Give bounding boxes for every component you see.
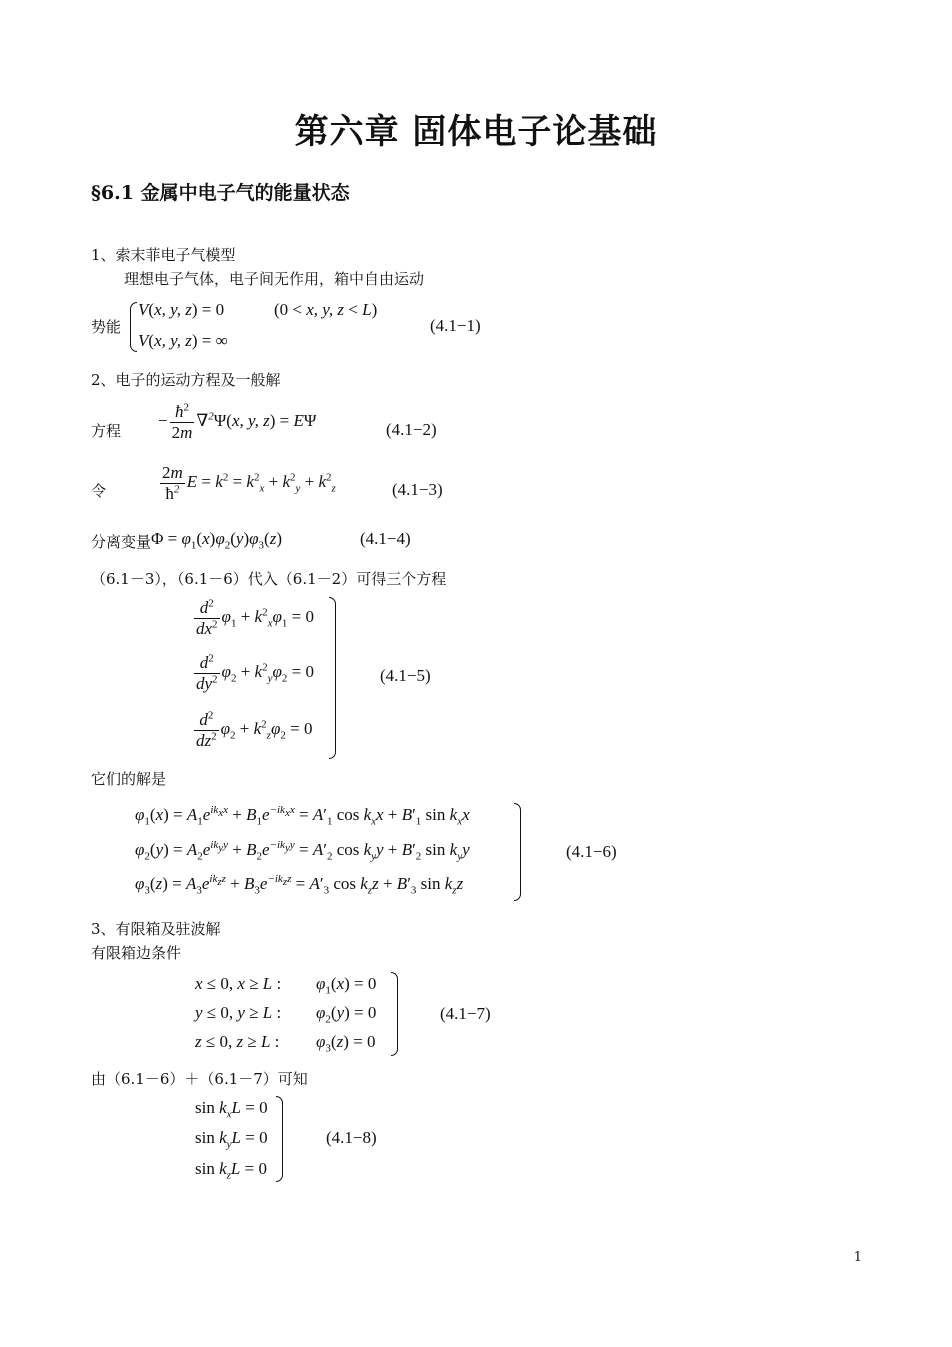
- eq5-line-3: $\frac{d^2}{dz^2}$ $\varphi_2 + k^2_z\varphi_2 = 0$: [196, 709, 313, 750]
- section-heading: §6.1 金属中电子气的能量状态: [91, 182, 350, 204]
- eq-number-8: (4.1−8): [326, 1128, 377, 1147]
- right-brace: [276, 1096, 283, 1182]
- schrodinger-equation: − $\frac{ħ^2}{2m}$ ∇$^2$Ψ(x, y, z) = EΨ: [158, 401, 317, 442]
- eq7-condition-2: y ≤ 0, y ≥ L :: [195, 1003, 282, 1022]
- eq6-line-2: $\varphi_2(y) = A_2e^{ik_yy} + B_2e^{-ik_yy} = A'_2$ $\cos k_yy + B'_2$ $\sin k_yy$: [135, 839, 470, 863]
- chapter-title: 第六章 固体电子论基础: [294, 112, 658, 152]
- eq5-line-2: $\frac{d^2}{dy^2}$ $\varphi_2 + k^2_y\varphi_2 = 0$: [196, 652, 314, 693]
- eq8-line-3: $\sin k_zL = 0$: [195, 1159, 267, 1182]
- eq7-condition-1: x ≤ 0, x ≥ L :: [195, 974, 282, 993]
- potential-inside: V(x, y, z) = 0: [138, 300, 225, 319]
- equation-label: 方程: [91, 422, 122, 440]
- eq7-condition-3: z ≤ 0, z ≥ L :: [195, 1032, 280, 1051]
- eq-number-7: (4.1−7): [440, 1004, 491, 1023]
- eq-number-4: (4.1−4): [360, 529, 411, 548]
- eq7-value-1: $\varphi_1(x) = 0$: [316, 974, 377, 997]
- right-brace: [391, 972, 398, 1056]
- eq6-line-3: $\varphi_3(z) = A_3e^{ik_zz} + B_3e^{-ik_zz} = A'_3$ $\cos k_zz + B'_3$ $\sin k_zz$: [135, 873, 464, 897]
- wavevector-equation: $\frac{2m}{ħ^2}$ $E = k^2 = k^2_x + k^2_y + k^2_z$: [162, 463, 336, 503]
- solutions-label: 它们的解是: [91, 770, 167, 788]
- eq-number-5: (4.1−5): [380, 666, 431, 685]
- heading-finite-box: 3、有限箱及驻波解: [91, 920, 221, 938]
- let-label: 令: [91, 482, 107, 500]
- eq-number-6: (4.1−6): [566, 842, 617, 861]
- left-brace: [130, 302, 137, 352]
- eq-number-1: (4.1−1): [430, 316, 481, 335]
- right-brace: [329, 597, 336, 759]
- model-description: 理想电子气体，电子间无作用，箱中自由运动: [124, 270, 425, 288]
- eq6-line-1: $\varphi_1(x) = A_1e^{ik_xx} + B_1e^{-ik_xx} = A'_1$ $\cos k_xx + B'_1$ $\sin k_xx$: [135, 804, 470, 828]
- eq7-value-3: $\varphi_3(z) = 0$: [316, 1032, 376, 1055]
- separation-label: 分离变量: [91, 533, 152, 551]
- right-brace: [514, 803, 521, 901]
- boundary-conditions-label: 有限箱边条件: [91, 944, 182, 962]
- eq7-value-2: $\varphi_2(y) = 0$: [316, 1003, 377, 1026]
- eq5-line-1: $\frac{d^2}{dx^2}$ $\varphi_1 + k^2_x\varphi_1 = 0$: [196, 597, 314, 638]
- conclusion-text: 由（6.1－6）＋（6.1－7）可知: [91, 1070, 308, 1088]
- separation-equation: $\Phi = \varphi_1(x)\varphi_2(y)\varphi_3(z)$: [151, 529, 282, 552]
- potential-outside: V(x, y, z) = ∞: [138, 331, 228, 350]
- eq8-line-1: $\sin k_xL = 0$: [195, 1098, 268, 1121]
- eq8-line-2: $\sin k_yL = 0$: [195, 1128, 268, 1151]
- eq-number-2: (4.1−2): [386, 420, 437, 439]
- eq-number-3: (4.1−3): [392, 480, 443, 499]
- potential-label: 势能: [91, 318, 122, 336]
- page-number: 1: [853, 1250, 862, 1265]
- substitution-text: （6.1－3），（6.1－6）代入（6.1－2）可得三个方程: [91, 570, 447, 588]
- potential-condition: (0 < x, y, z < L): [274, 300, 378, 319]
- heading-equation: 2、电子的运动方程及一般解: [91, 371, 281, 389]
- heading-model: 1、索末菲电子气模型: [91, 246, 236, 264]
